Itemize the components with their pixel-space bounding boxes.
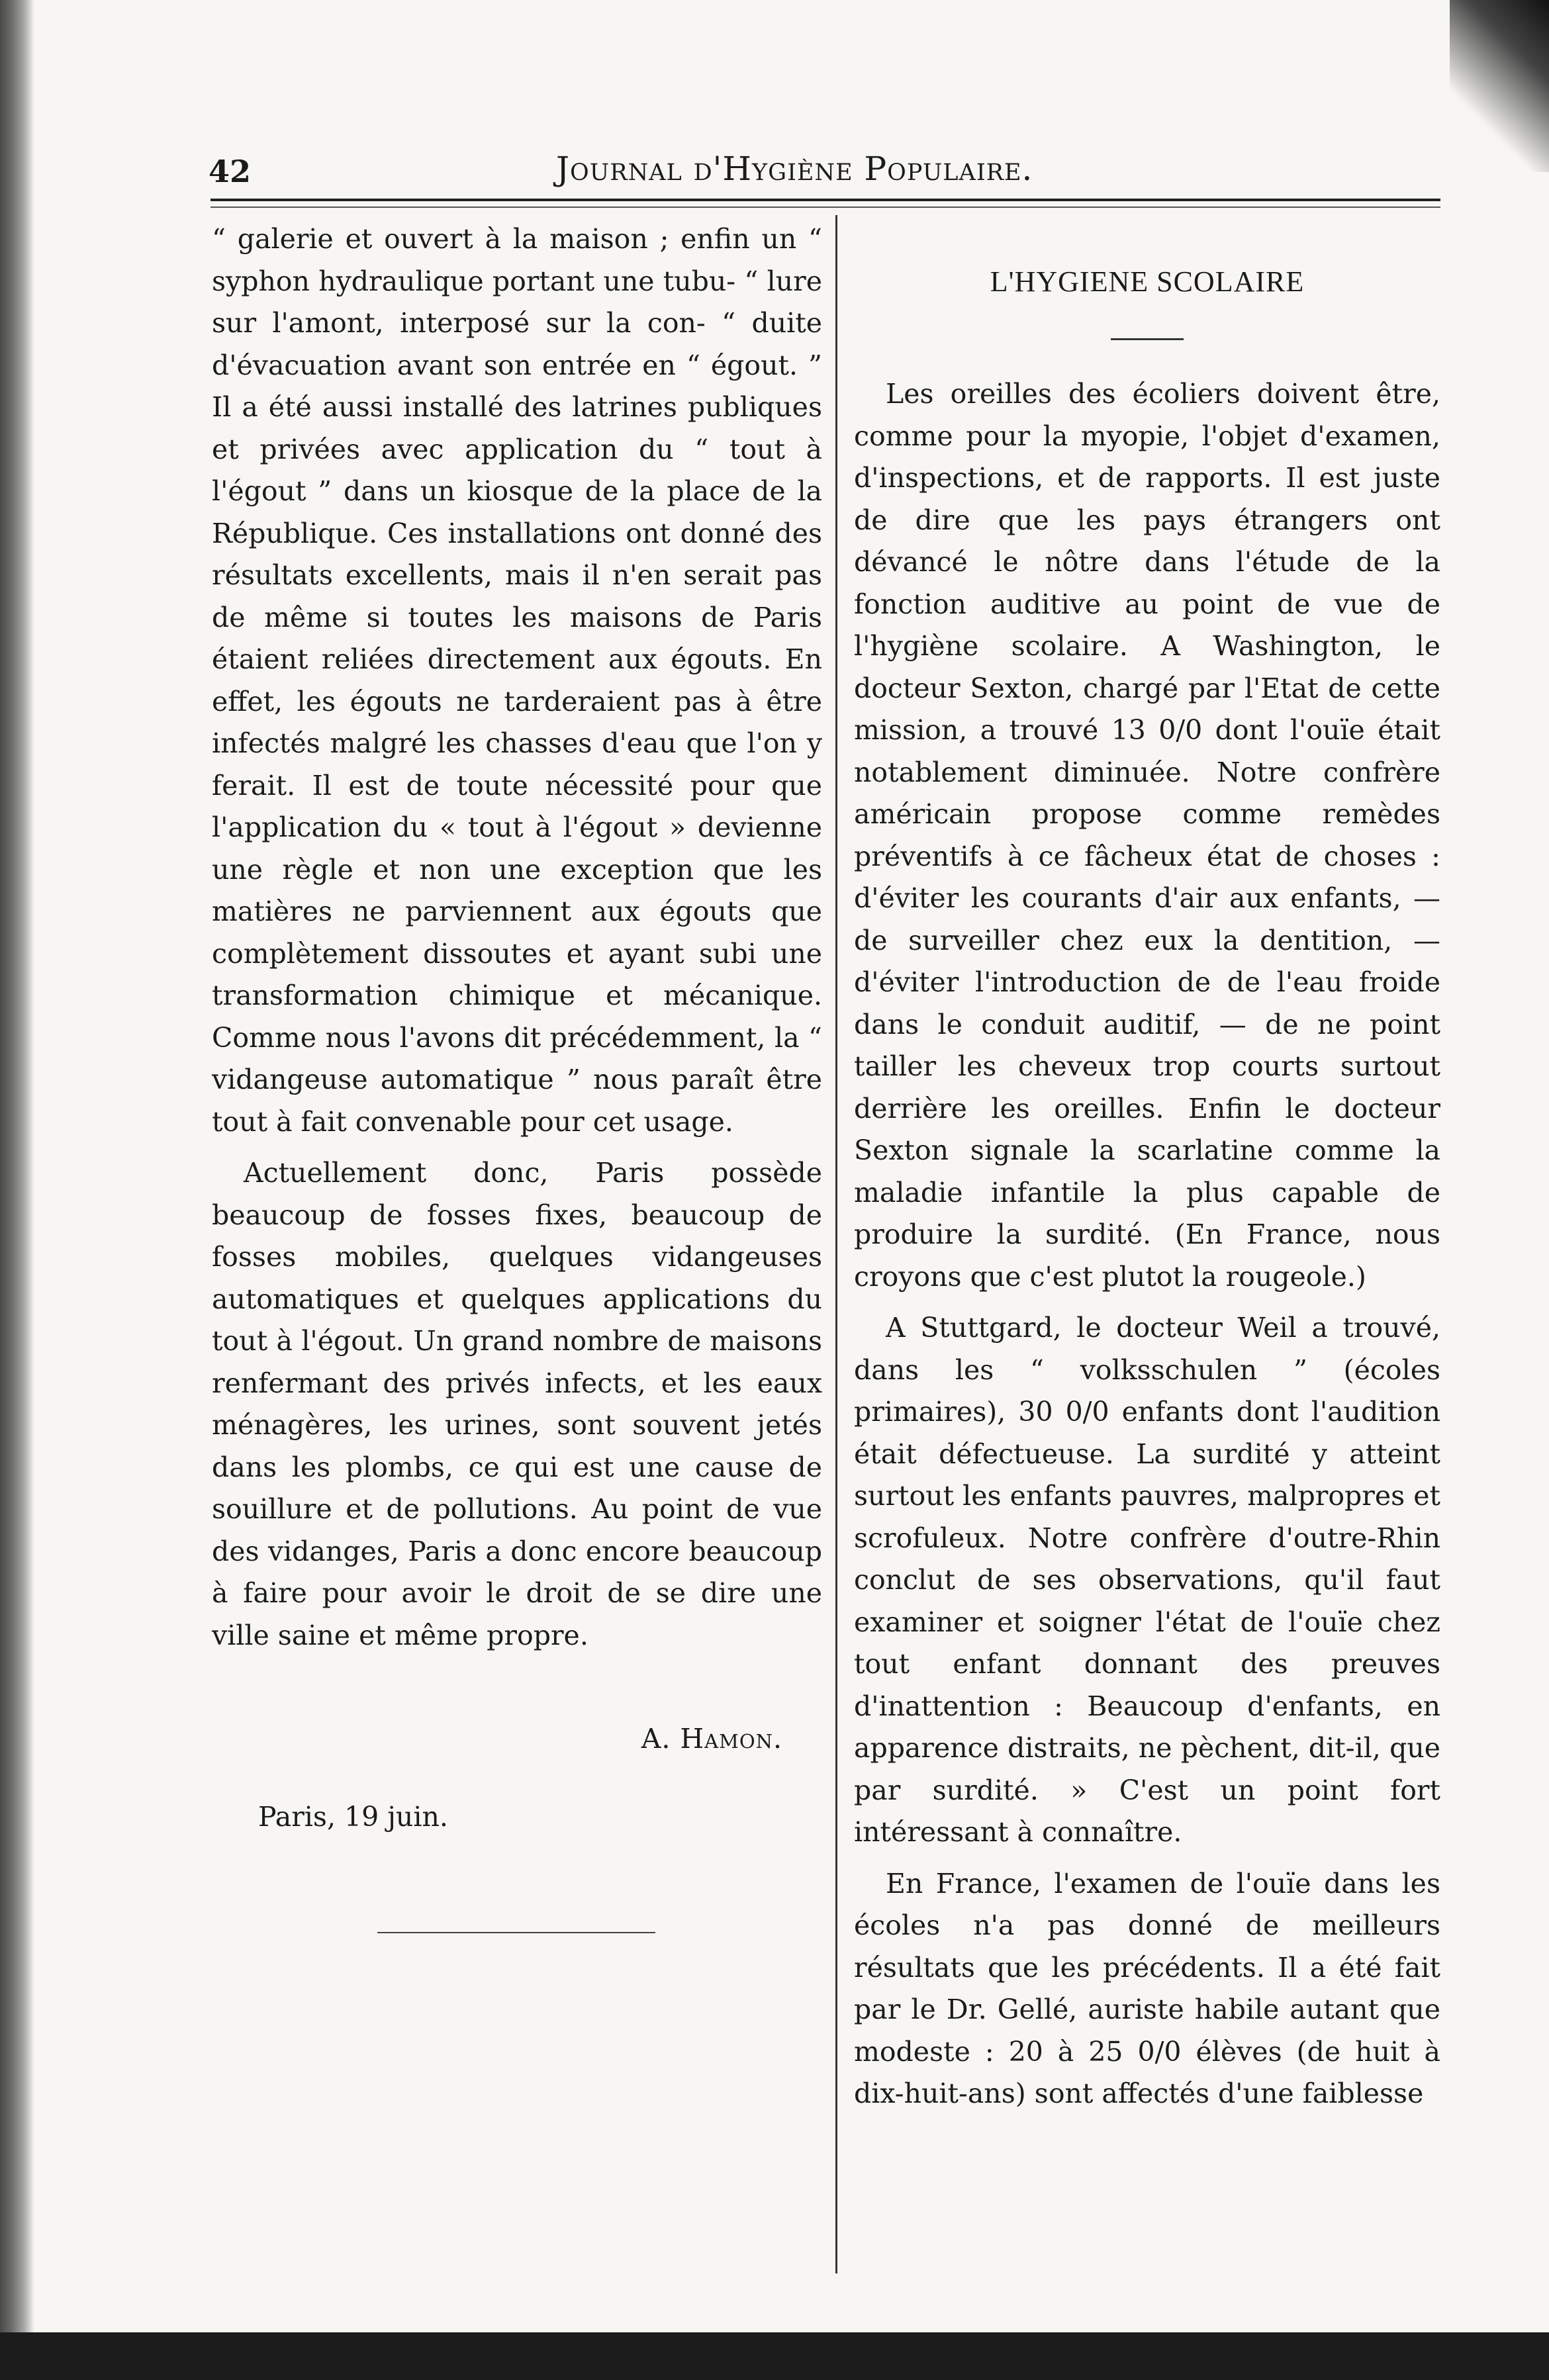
- scan-edge-bottom: [0, 2332, 1549, 2380]
- scan-edge-left: [0, 0, 34, 2380]
- author-signature: A. Hamon.: [641, 1723, 782, 1755]
- page-number: 42: [209, 154, 252, 189]
- running-title: Journal d'Hygiène Populaire.: [556, 150, 1033, 188]
- paragraph: Les oreilles des écoliers doivent être, comme pour la myopie, l'objet d'examen, d'inspections, et de rapports. Il est juste de dire que les pays étrangers ont dévancé le nôtre dans l'étude de la fonction auditive au point de vue de l'hygiène scolaire. A Washington, le docteur Sexton, chargé par l'Etat de cette mission, a trouvé 13 0/0 dont l'ouïe était notablement diminuée. Notre confrère américain propose comme remèdes préventifs à ce fâcheux état de choses : d'éviter les courants d'air aux enfants, — de surveiller chez eux la dentition, — d'éviter l'introduction de de l'eau froide dans le conduit auditif, — de ne point tailler les cheveux trop courts surtout derrière les oreilles. Enfin le docteur Sexton signale la scarlatine comme la maladie infantile la plus capable de produire la surdité. (En France, nous croyons que c'est plutot la rougeole.): [854, 378, 1440, 1293]
- right-column: [854, 218, 1440, 2115]
- header-rule-thin: [211, 206, 1440, 208]
- paragraph: A Stuttgard, le docteur Weil a trouvé, dans les “ volksschulen ” (écoles primaires), 30 0/0 enfants dont l'audition était défectueuse. La surdité y atteint surtout les enfants pauvres, malpropres et scrofuleux. Notre confrère d'outre-Rhin conclut de ses observations, qu'il faut examiner et soigner l'état de l'ouïe chez tout enfant donnant des preuves d'inattention : Beaucoup d'enfants, en apparence distraits, ne pèchent, dit-il, que par surdité. » C'est un point fort intéressant à connaître.: [854, 1312, 1440, 1848]
- paragraph: En France, l'examen de l'ouïe dans les écoles n'a pas donné de meilleurs résultats que les précédents. Il a été fait par le Dr. Gellé, auriste habile autant que modeste : 20 à 25 0/0 élèves (de huit à dix-huit-ans) sont affectés d'une faiblesse: [854, 1867, 1440, 2109]
- dateline: Paris, 19 juin.: [258, 1801, 448, 1833]
- left-column: [212, 218, 822, 1933]
- scan-edge-top-right: [1450, 0, 1549, 172]
- section-title: L'HYGIENE SCOLAIRE: [990, 265, 1305, 298]
- paragraph: “ galerie et ouvert à la maison ; enfin un “ syphon hydraulique portant une tubu- “ lure sur l'amont, interposé sur la con- “ duite d'évacuation avant son entrée en “ égout. ” Il a été aussi installé des latrines publiques et privées avec application du “ tout à l'égout ” dans un kiosque de la place de la République. Ces installations ont donné des résultats excellents, mais il n'en serait pas de même si toutes les maisons de Paris étaient reliées directement aux égouts. En effet, les égouts ne tarderaient pas à être infectés malgré les chasses d'eau que l'on y ferait. Il est de toute nécessité pour que l'application du « tout à l'égout » devienne une règle et non une exception que les matières ne parviennent aux égouts que complètement dissoutes et ayant subi une transformation chimique et mécanique. Comme nous l'avons dit précédemment, la “ vidangeuse automatique ” nous paraît être tout à fait convenable pour cet usage.: [212, 223, 822, 1138]
- section-dash: [1111, 338, 1184, 340]
- header-rule: [211, 199, 1440, 201]
- article-end-rule: [377, 1932, 655, 1933]
- column-divider: [835, 215, 837, 2273]
- paragraph: Actuellement donc, Paris possède beaucoup de fosses fixes, beaucoup de fosses mobiles, quelques vidangeuses automatiques et quelques applications du tout à l'égout. Un grand nombre de maisons renfermant des privés infects, et les eaux ménagères, les urines, sont souvent jetés dans les plombs, ce qui est une cause de souillure et de pollutions. Au point de vue des vidanges, Paris a donc encore beaucoup à faire pour avoir le droit de se dire une ville saine et même propre.: [212, 1157, 822, 1651]
